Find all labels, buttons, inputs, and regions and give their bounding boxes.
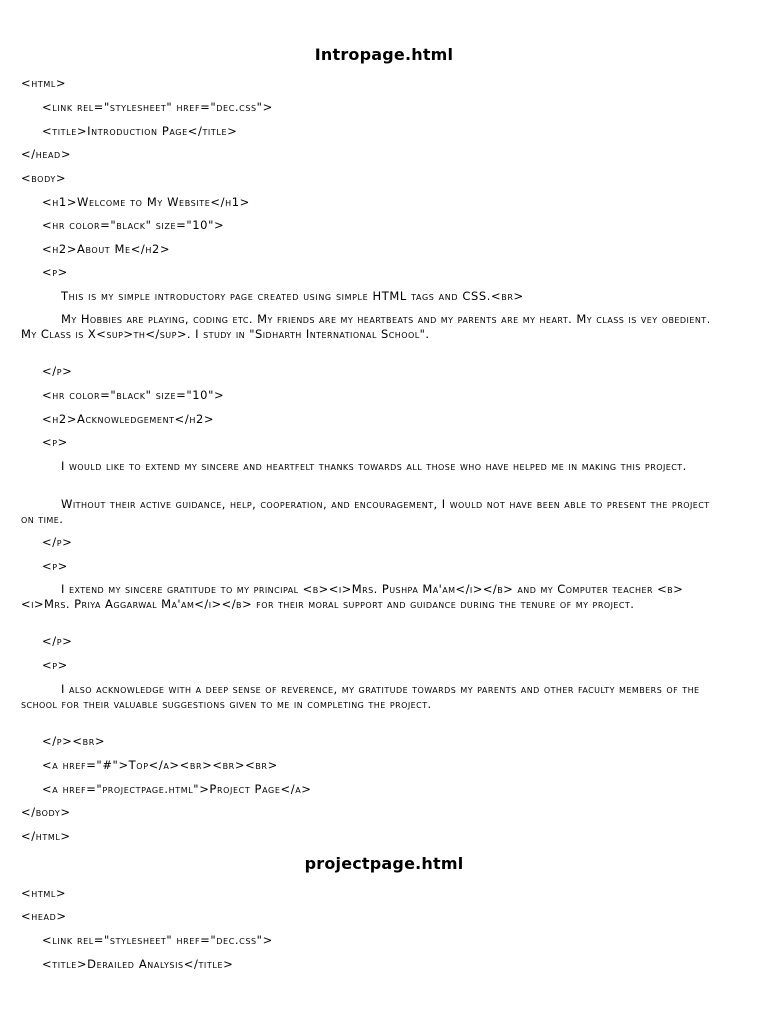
- code-line: <p>: [42, 559, 68, 573]
- code-line: </p>: [42, 634, 73, 648]
- code-line: <p>: [42, 658, 68, 672]
- code-line: </head>: [21, 147, 72, 161]
- code-paragraph: My Hobbies are playing, coding etc. My friends are my heartbeats and my parents are my heart. My class is vey obedient. My Class is X<sup>th</sup>. I study in "Sidharth International School".: [21, 312, 711, 341]
- code-line: <h2>About Me</h2>: [42, 242, 171, 256]
- code-line: </body>: [21, 805, 71, 819]
- projectpage-heading: projectpage.html: [304, 854, 464, 873]
- code-line: <html>: [21, 886, 67, 900]
- code-line: <body>: [21, 171, 67, 185]
- code-line: <link rel="stylesheet" href="dec.css">: [42, 100, 273, 114]
- code-paragraph: Without their active guidance, help, cooperation, and encouragement, I would not have been able to present the project on time.: [21, 497, 710, 526]
- code-paragraph: I would like to extend my sincere and heartfelt thanks towards all those who have helped me in making this project.: [61, 459, 687, 473]
- code-line: <p>: [42, 435, 68, 449]
- code-line: <hr color="black" size="10">: [42, 218, 225, 232]
- code-line: This is my simple introductory page created using simple HTML tags and CSS.<br>: [61, 289, 524, 303]
- code-line: </p><br>: [42, 734, 106, 748]
- code-line: <hr color="black" size="10">: [42, 388, 225, 402]
- code-line: <title>Introduction Page</title>: [42, 124, 238, 138]
- code-line: <head>: [21, 909, 67, 923]
- code-paragraph: I also acknowledge with a deep sense of reverence, my gratitude towards my parents and other faculty members of the school for their valuable suggestions given to me in completing the project.: [21, 682, 700, 711]
- code-line: </p>: [42, 535, 73, 549]
- code-line: <title>Derailed Analysis</title>: [42, 957, 234, 971]
- code-paragraph: I extend my sincere gratitude to my principal <b><i>Mrs. Pushpa Ma'am</i></b> and my Computer teacher <b><i>Mrs. Priya Aggarwal Ma'am</i></b> for their moral support and guidance during the tenure of my project.: [21, 582, 684, 611]
- code-line: <p>: [42, 265, 68, 279]
- code-line: <h2>Acknowledgement</h2>: [42, 412, 215, 426]
- code-line: <html>: [21, 76, 67, 90]
- code-line: <h1>Welcome to My Website</h1>: [42, 195, 250, 209]
- code-line: <a href="#">Top</a><br><br><br>: [42, 758, 278, 772]
- intropage-heading: Intropage.html: [314, 45, 454, 64]
- code-line: </p>: [42, 364, 73, 378]
- code-line: <a href="projectpage.html">Project Page</a>: [42, 782, 312, 796]
- code-line: </html>: [21, 829, 71, 843]
- code-line: <link rel="stylesheet" href="dec.css">: [42, 933, 273, 947]
